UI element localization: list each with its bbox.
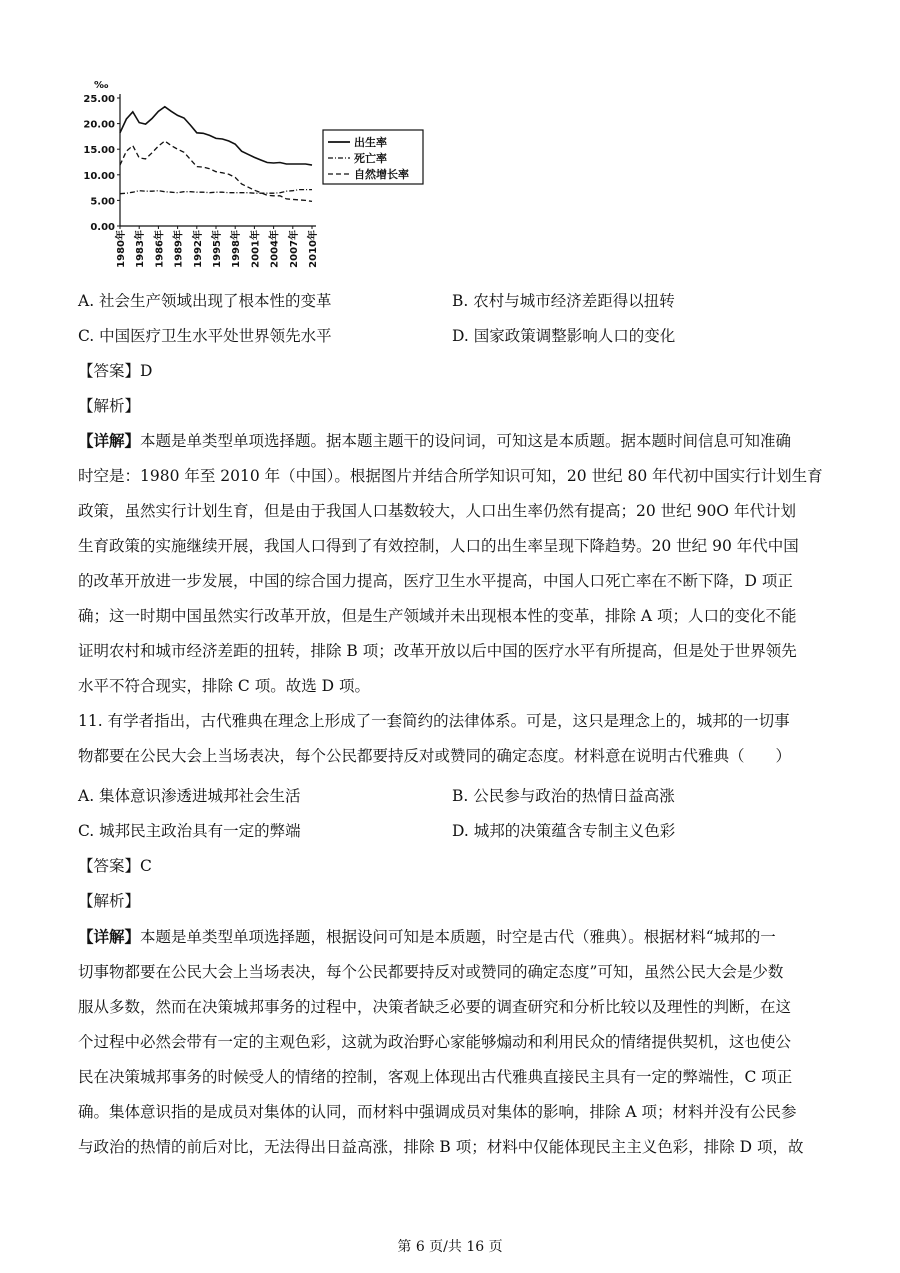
q10-detail-line: 证明农村和城市经济差距的扭转，排除 B 项；改革开放以后中国的医疗水平有所提高，但是处于世界领先 [78, 642, 797, 660]
q11-stem-line: 物都要在公民大会上当场表决，每个公民都要持反对或赞同的确定态度。材料意在说明古代雅典（ ） [78, 747, 792, 765]
q11-detail-line: 确。集体意识指的是成员对集体的认同，而材料中强调成员对集体的影响，排除 A 项；材料并没有公民参 [78, 1103, 797, 1121]
q10-detail-line: 时空是：1980 年至 2010 年（中国）。根据图片并结合所学知识可知，20 世纪 80 年代初中国实行计划生育 [78, 467, 823, 485]
x-tick-label: 2004年 [269, 230, 281, 268]
q10-detail-label: 【详解】 [78, 431, 141, 450]
q11-option-d: D. 城邦的决策蕴含专制主义色彩 [452, 822, 676, 840]
population-chart [80, 72, 430, 282]
y-tick-label: 5.00 [90, 196, 115, 208]
q10-answer: 【答案】D [78, 362, 153, 380]
legend-label: 死亡率 [354, 152, 387, 165]
legend-label: 出生率 [354, 136, 387, 149]
q10-option-c: C. 中国医疗卫生水平处世界领先水平 [78, 327, 332, 345]
page-footer: 第 6 页/共 16 页 [397, 1239, 503, 1255]
legend-label: 自然增长率 [354, 168, 409, 181]
q10-detail-line: 确；这一时期中国虽然实行改革开放，但是生产领域并未出现根本性的变革，排除 A 项；人口的变化不能 [78, 607, 797, 625]
x-tick-label: 1998年 [231, 230, 243, 268]
q11-detail-line [78, 927, 826, 947]
y-tick-label: 20.00 [83, 119, 115, 131]
q10-analysis-heading: 【解析】 [78, 397, 141, 415]
x-tick-label: 1986年 [154, 230, 166, 268]
q11-analysis-heading: 【解析】 [78, 892, 141, 910]
x-tick-label: 2007年 [288, 230, 300, 268]
x-tick-label: 1989年 [173, 230, 185, 268]
q11-detail-line: 个过程中必然会带有一定的主观色彩，这就为政治野心家能够煽动和利用民众的情绪提供契机，这也使公 [78, 1033, 792, 1051]
x-tick-label: 1980年 [116, 230, 127, 268]
q11-option-c: C. 城邦民主政治具有一定的弊端 [78, 822, 301, 840]
q10-detail-line [78, 431, 826, 451]
q10-detail-text: 本题是单类型单项选择题。据本题主题干的设问词，可知这是本质题。据本题时间信息可知准确 [140, 432, 792, 450]
q11-detail-line: 切事物都要在公民大会上当场表决，每个公民都要持反对或赞同的确定态度”可知，虽然公民大会是少数 [78, 963, 784, 981]
q10-detail-line: 水平不符合现实，排除 C 项。故选 D 项。 [78, 677, 370, 695]
q11-answer: 【答案】C [78, 857, 152, 875]
q10-detail-line: 生育政策的实施继续开展，我国人口得到了有效控制，人口的出生率呈现下降趋势。20 世纪 90 年代中国 [78, 537, 799, 555]
q10-detail-line: 政策，虽然实行计划生育，但是由于我国人口基数较大，人口出生率仍然有提高；20 世纪 90O 年代计划 [78, 502, 796, 520]
q10-detail-line: 的改革开放进一步发展，中国的综合国力提高，医疗卫生水平提高，中国人口死亡率在不断下降，D 项正 [78, 572, 793, 590]
q11-detail-line: 服从多数，然而在决策城邦事务的过程中，决策者缺乏必要的调查研究和分析比较以及理性的判断，在这 [78, 998, 792, 1016]
q11-option-a: A. 集体意识渗透进城邦社会生活 [78, 787, 301, 805]
q11-detail-line: 民在决策城邦事务的时候受人的情绪的控制，客观上体现出古代雅典直接民主具有一定的弊端性，C 项正 [78, 1068, 793, 1086]
y-tick-label: 0.00 [90, 222, 115, 233]
q11-detail-label: 【详解】 [78, 927, 141, 946]
x-tick-label: 2010年 [308, 230, 319, 268]
x-tick-label: 1992年 [192, 230, 204, 268]
y-tick-label: 25.00 [83, 94, 115, 105]
q11-detail-text: 本题是单类型单项选择题，根据设问可知是本质题，时空是古代（雅典）。根据材料“城邦的一 [140, 928, 776, 946]
chart-svg [80, 72, 430, 282]
y-axis-unit: ‰ [94, 80, 109, 91]
x-tick-label: 1983年 [135, 230, 147, 268]
x-tick-label: 2001年 [250, 230, 262, 268]
q11-option-b: B. 公民参与政治的热情日益高涨 [452, 787, 675, 805]
q11-stem-line: 11. 有学者指出，古代雅典在理念上形成了一套简约的法律体系。可是，这只是理念上的，城邦的一切事 [78, 712, 790, 730]
series-line-2 [120, 190, 312, 194]
q11-detail-line: 与政治的热情的前后对比，无法得出日益高涨，排除 B 项；材料中仅能体现民主主义色彩，排除 D 项，故 [78, 1138, 804, 1156]
y-tick-label: 15.00 [83, 145, 115, 157]
q10-option-d: D. 国家政策调整影响人口的变化 [452, 327, 676, 345]
y-tick-label: 10.00 [83, 170, 115, 182]
q10-option-b: B. 农村与城市经济差距得以扭转 [452, 292, 675, 310]
q10-option-a: A. 社会生产领域出现了根本性的变革 [78, 292, 332, 310]
x-tick-label: 1995年 [212, 230, 223, 268]
